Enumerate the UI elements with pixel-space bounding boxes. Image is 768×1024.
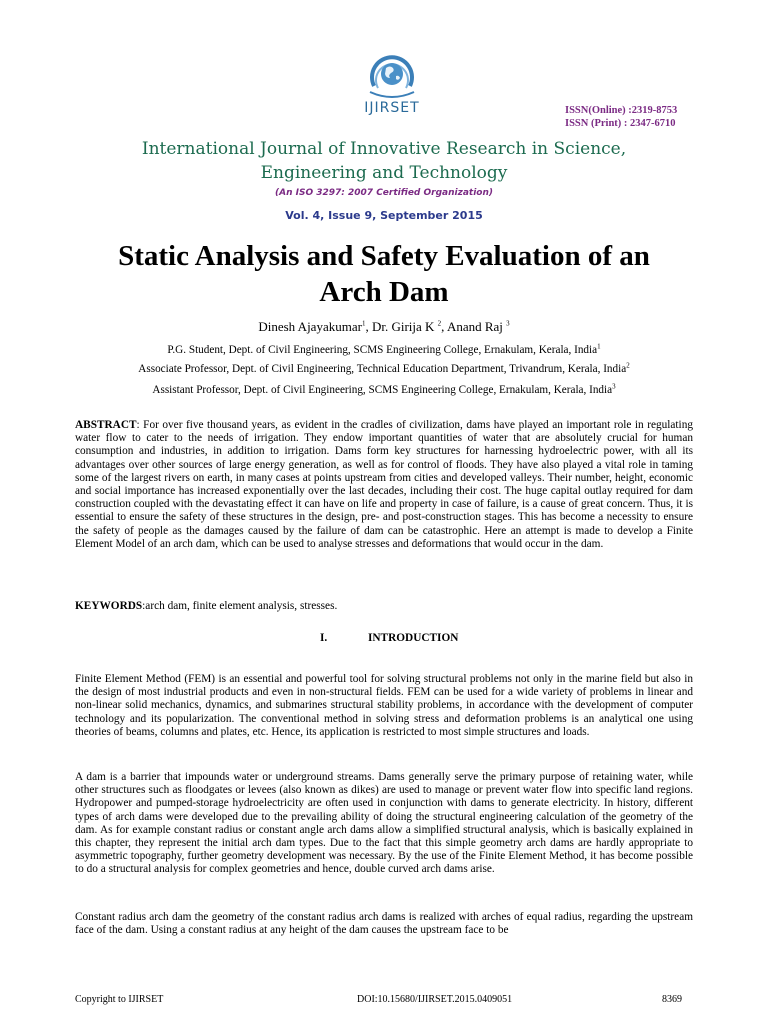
- affiliation-text: Associate Professor, Dept. of Civil Engineering, Technical Education Department, Trivandrum, Kerala, India: [138, 363, 627, 375]
- author-name: Anand Raj: [446, 319, 507, 334]
- keywords: [75, 600, 693, 612]
- globe-icon: [352, 46, 432, 102]
- volume-issue: Vol. 4, Issue 9, September 2015: [285, 209, 483, 222]
- logo-text: IJIRSET: [364, 100, 420, 116]
- issn-online: ISSN(Online) :2319-8753: [565, 105, 678, 116]
- author-name: Dr. Girija K: [371, 319, 438, 334]
- issn-block: [565, 104, 677, 130]
- journal-name-line2: Engineering and Technology: [260, 163, 508, 183]
- keywords-label: KEYWORDS: [75, 600, 143, 612]
- affiliation-text: Assistant Professor, Dept. of Civil Engineering, SCMS Engineering College, Ernakulam, Kerala, India: [152, 384, 613, 396]
- footer-page-number: 8369: [662, 994, 682, 1005]
- author-sup: 3: [506, 319, 510, 328]
- section-number: I.: [320, 632, 328, 644]
- paper-title-line1: Static Analysis and Safety Evaluation of an: [118, 240, 650, 272]
- journal-name: [60, 137, 708, 185]
- body-paragraph: Finite Element Method (FEM) is an essential and powerful tool for solving structural problems not only in the marine field but also in the design of most industrial products and even in non-structural fields. FEM can be used for a wide variety of problems in linear and non-linear solid mechanics, dynamics, and submarines structural stability problems, in accordance with the development of computer technology and its popularization. The conventional method in solving stress and deformation problems is an analytical one using theories of beams, columns and plates, etc. Hence, its application is restricted to most simple structures and loads.: [75, 673, 693, 738]
- paper-title: [60, 238, 708, 310]
- affiliation: [40, 363, 728, 375]
- body-paragraph: A dam is a barrier that impounds water or underground streams. Dams generally serve the primary purpose of retaining water, while other structures such as floodgates or levees (also known as dikes) are used to manage or prevent water flow into specific land regions. Hydropower and pumped-storage hydroelectricity are often used in conjunction with dams to generate electricity. In history, different types of arch dams were developed due to the prevailing ability of doing the structural engineering calculation of the geometry of the dam. As for example constant radius or constant angle arch dams allow a simplified structural analysis, which is basically explained in this chapter, they represent the initial arch dam types. Due to the fact that this simple geometry arch dams are hardly appropriate to asymmetric topography, further geometry development was necessary. By the use of the Finite Element Method, it has become possible to do a structural analysis for complex geometries and hence, double curved arch dams arise.: [75, 771, 693, 876]
- footer-copyright: Copyright to IJIRSET: [75, 994, 164, 1005]
- journal-name-line1: International Journal of Innovative Research in Science,: [141, 139, 627, 159]
- affiliation: [40, 384, 728, 396]
- issn-print: ISSN (Print) : 2347-6710: [565, 118, 676, 129]
- abstract: [75, 419, 693, 551]
- section-title: INTRODUCTION: [368, 632, 459, 644]
- abstract-label: ABSTRACT: [75, 419, 137, 431]
- affiliation-sup: 1: [597, 342, 601, 351]
- author-sup: 2: [437, 319, 442, 328]
- author-name: Dinesh Ajayakumar: [258, 319, 362, 334]
- affiliation-sup: 3: [612, 382, 616, 391]
- affiliation: [40, 344, 728, 356]
- abstract-text: : For over five thousand years, as evident in the cradles of civilization, dams have played an important role in regulating water flow to cater to the needs of irrigation. They endow important quantities of water that are absolutely crucial for human consumption and industries, in addition to irrigation. Dams form key structures for harnessing hydroelectric power, with all its advantages over other sources of large energy generation, as well as for control of floods. They have also played a vital role in taming some of the largest rivers on earth, in many cases at points upstream from cities and developed valleys. Their number, height, economic and social importance has increased exponentially over the last decades, including their cost. The huge capital outlay required for dam construction coupled with the devastating effect it can have on life and property in case of failure, is a cause of great concern. Thus, it is essential to ensure the safety of these structures in the design, pre- and post-construction stages. This has become a necessity to ensure the safety of people as the damages caused by the failure of dam can be catastrophic. Here an attempt is made to develop a Finite Element Model of an arch dam, which can be used to analyse stresses and deformations that would occur in the dam.: [75, 419, 693, 550]
- section-heading: [320, 632, 458, 644]
- author-sup: 1: [361, 319, 366, 328]
- keywords-text: :arch dam, finite element analysis, stresses.: [142, 600, 338, 612]
- body-paragraph: Constant radius arch dam the geometry of the constant radius arch dams is realized with arches of equal radius, regarding the upstream face of the dam. Using a constant radius at any height of the dam causes the upstream face to be: [75, 911, 693, 937]
- affiliation-text: P.G. Student, Dept. of Civil Engineering, SCMS Engineering College, Ernakulam, Kerala, India: [167, 344, 598, 356]
- paper-title-line2: Arch Dam: [319, 276, 449, 308]
- footer-doi: DOI:10.15680/IJIRSET.2015.0409051: [357, 994, 513, 1005]
- journal-logo: [352, 46, 432, 124]
- certification-note: (An ISO 3297: 2007 Certified Organization): [275, 188, 493, 198]
- author-list: Dinesh Ajayakumar$^1$, Dr. Girija K $^2$, Anand Raj $^3$: [258, 319, 510, 334]
- affiliation-sup: 2: [626, 361, 630, 370]
